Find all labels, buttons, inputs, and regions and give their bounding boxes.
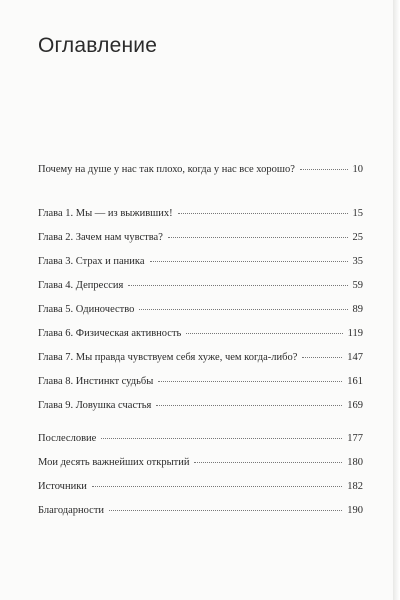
toc-entry-chapter-4 (38, 280, 363, 296)
toc-entry-chapter-6 (38, 328, 363, 344)
toc-entry-acknowledgements (38, 505, 363, 521)
toc-entry-sources (38, 481, 363, 497)
toc-entry-chapter-1 (38, 208, 363, 224)
dot-leader (194, 462, 342, 463)
toc-entry-chapter-9 (38, 400, 363, 416)
toc-entry-page: 190 (347, 505, 363, 516)
toc-entry-label: Благодарности (38, 505, 105, 516)
toc-entry-afterword (38, 433, 363, 449)
toc-entry-intro (38, 164, 363, 180)
toc-entry-page: 147 (347, 352, 363, 363)
dot-leader (158, 381, 342, 382)
dot-leader (109, 510, 342, 511)
dot-leader (178, 213, 348, 214)
toc-entry-label: Глава 1. Мы — из выживших! (38, 208, 173, 219)
toc-entry-page: 169 (347, 400, 363, 411)
toc-entry-page: 119 (347, 328, 363, 339)
toc-entry-chapter-7 (38, 352, 363, 368)
page-title: Оглавление (38, 34, 158, 57)
toc-entry-page: 59 (352, 280, 363, 291)
toc-entry-page: 10 (352, 164, 363, 175)
toc-entry-chapter-2 (38, 232, 363, 248)
toc-entry-label: Мои десять важнейших открытий (38, 457, 190, 468)
dot-leader (128, 285, 347, 286)
dot-leader (168, 237, 348, 238)
toc-entry-label: Глава 6. Физическая активность (38, 328, 182, 339)
toc-entry-chapter-5 (38, 304, 363, 320)
toc-entry-label: Глава 8. Инстинкт судьбы (38, 376, 154, 387)
toc-entry-label: Глава 5. Одиночество (38, 304, 135, 315)
toc-entry-label: Послесловие (38, 433, 97, 444)
dot-leader (150, 261, 348, 262)
toc-entry-page: 25 (352, 232, 363, 243)
toc-entry-page: 15 (352, 208, 363, 219)
toc-entry-label: Глава 9. Ловушка счастья (38, 400, 152, 411)
toc-entry-chapter-8 (38, 376, 363, 392)
dot-leader (302, 357, 342, 358)
toc-entry-page: 89 (352, 304, 363, 315)
dot-leader (156, 405, 342, 406)
dot-leader (101, 438, 342, 439)
toc-entry-discoveries (38, 457, 363, 473)
toc-entry-label: Глава 4. Депрессия (38, 280, 124, 291)
dot-leader (92, 486, 342, 487)
toc-entry-page: 35 (352, 256, 363, 267)
toc-entry-label: Глава 3. Страх и паника (38, 256, 145, 267)
dot-leader (186, 333, 342, 334)
toc-entry-chapter-3 (38, 256, 363, 272)
toc-entry-label: Почему на душе у нас так плохо, когда у нас все хорошо? (38, 164, 295, 175)
dot-leader (300, 169, 348, 170)
page-edge (393, 0, 400, 600)
toc-entry-page: 161 (347, 376, 363, 387)
toc-entry-label: Источники (38, 481, 87, 492)
dot-leader (139, 309, 347, 310)
toc-entry-page: 177 (347, 433, 363, 444)
toc-entry-page: 182 (347, 481, 363, 492)
toc-entry-label: Глава 2. Зачем нам чувства? (38, 232, 163, 243)
toc-entry-page: 180 (347, 457, 363, 468)
toc-entry-label: Глава 7. Мы правда чувствуем себя хуже, чем когда-либо? (38, 352, 298, 363)
